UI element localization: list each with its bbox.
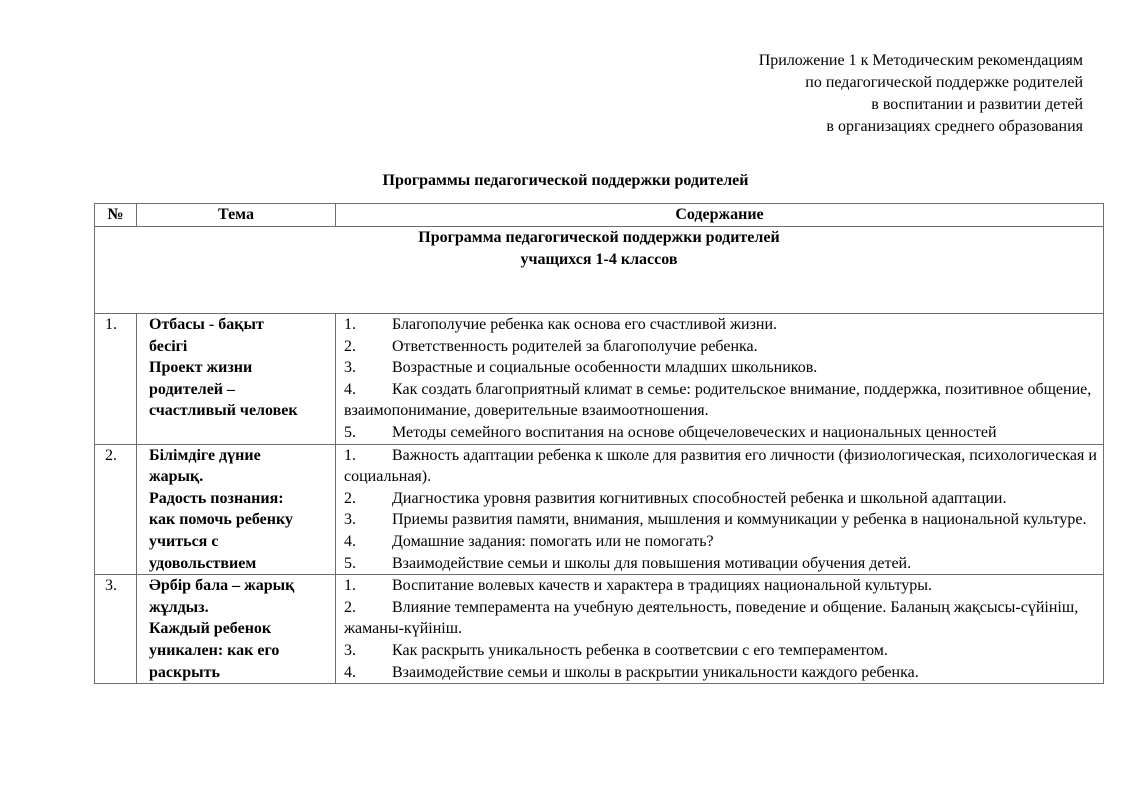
topic-line: Проект жизни [149, 359, 253, 377]
content-item [344, 379, 1097, 422]
content-item [344, 509, 1097, 531]
content-item [344, 422, 1097, 444]
row-content [336, 575, 1104, 684]
content-item-text: Как раскрыть уникальность ребенка в соответсвии с его темпераментом. [392, 641, 888, 659]
document-title: Программы педагогической поддержки родителей [382, 172, 749, 189]
content-item-number: 1. [344, 577, 356, 595]
content-item-number: 3. [344, 511, 356, 529]
content-item-number: 2. [344, 489, 356, 507]
table-row [95, 444, 1104, 575]
topic-line: раскрыть [149, 663, 220, 681]
table-header-row [95, 204, 1104, 227]
topic-line: уникален: как его [149, 641, 280, 659]
topic-line: жарық. [149, 468, 204, 486]
content-item-text: Диагностика уровня развития когнитивных способностей ребенка и школьной адаптации. [392, 489, 1007, 507]
content-item [344, 445, 1097, 488]
content-item-text: Приемы развития памяти, внимания, мышления и коммуникации у ребенка в национальной культуре. [392, 511, 1087, 529]
content-item-number: 5. [344, 423, 356, 441]
row-topic [137, 314, 336, 445]
topic-line: Отбасы - бақыт [149, 316, 264, 333]
row-number: 2. [95, 444, 137, 575]
content-item [344, 488, 1097, 510]
content-item-number: 3. [344, 641, 356, 659]
content-item-text: Влияние темперамента на учебную деятельность, поведение и общение. Баланың жақсысы-сүйініш, жаманы-күйініш. [344, 598, 1079, 638]
appendix-line: по педагогической поддержке родителей [805, 74, 1083, 91]
content-item-number: 2. [344, 337, 356, 355]
content-item [344, 336, 1097, 358]
appendix-line: Приложение 1 к Методическим рекомендациям [758, 52, 1083, 69]
row-content [336, 444, 1104, 575]
content-item [344, 640, 1097, 662]
topic-line: Каждый ребенок [149, 620, 272, 638]
section-heading-line: Программа педагогической поддержки родителей [418, 229, 780, 246]
row-number: 1. [95, 314, 137, 445]
content-item-text: Взаимодействие семьи и школы в раскрытии уникальности каждого ребенка. [392, 663, 919, 681]
topic-line: учиться с [149, 532, 219, 550]
content-item-text: Благополучие ребенка как основа его счастливой жизни. [392, 316, 778, 333]
content-item-number: 4. [344, 532, 356, 550]
topic-line: родителей – [149, 380, 236, 398]
content-item-number: 1. [344, 316, 356, 333]
content-item-number: 3. [344, 359, 356, 377]
content-item [344, 357, 1097, 379]
content-item-text: Важность адаптации ребенка к школе для развития его личности (физиологическая, психологическая и социальная). [344, 446, 1097, 486]
section-heading [95, 227, 1104, 314]
row-topic [137, 444, 336, 575]
section-heading-row [95, 227, 1104, 314]
table-row [95, 314, 1104, 445]
appendix-note [483, 50, 1083, 138]
section-heading-line: учащихся 1-4 классов [520, 250, 678, 268]
content-item [344, 575, 1097, 597]
topic-line: бесігі [149, 337, 188, 355]
row-content [336, 314, 1104, 445]
content-item-number: 1. [344, 446, 356, 464]
topic-line: удовольствием [149, 554, 257, 572]
appendix-line: в воспитании и развитии детей [871, 96, 1083, 113]
content-item-text: Ответственность родителей за благополучие ребенка. [392, 337, 758, 355]
content-item-text: Домашние задания: помогать или не помогать? [392, 532, 714, 550]
topic-line: Әрбір бала – жарық [149, 577, 295, 595]
content-item-number: 4. [344, 380, 356, 398]
programs-table [94, 203, 1104, 684]
content-item-text: Как создать благоприятный климат в семье: родительское внимание, поддержка, позитивное общение, взаимопонимание, доверительные взаимоотношения. [344, 380, 1092, 420]
content-item-text: Взаимодействие семьи и школы для повышения мотивации обучения детей. [392, 554, 912, 572]
column-header-content: Содержание [336, 204, 1104, 227]
content-item-number: 5. [344, 554, 356, 572]
content-item-text: Возрастные и социальные особенности младших школьников. [392, 359, 818, 377]
content-item [344, 531, 1097, 553]
content-item [344, 597, 1097, 640]
content-item-number: 2. [344, 598, 356, 616]
topic-line: счастливый человек [149, 402, 298, 420]
topic-line: Радость познания: [149, 489, 284, 507]
content-item-text: Методы семейного воспитания на основе общечеловеческих и национальных ценностей [392, 423, 997, 441]
topic-line: жұлдыз. [149, 598, 209, 616]
row-number: 3. [95, 575, 137, 684]
row-topic [137, 575, 336, 684]
topic-line: как помочь ребенку [149, 511, 293, 529]
table-row [95, 575, 1104, 684]
topic-line: Білімдіге дүние [149, 446, 261, 464]
content-item-text: Воспитание волевых качеств и характера в традициях национальной культуры. [392, 577, 933, 595]
content-item-number: 4. [344, 663, 356, 681]
content-item [344, 662, 1097, 684]
content-item [344, 553, 1097, 575]
column-header-number: № [95, 204, 137, 227]
column-header-topic: Тема [137, 204, 336, 227]
appendix-line: в организациях среднего образования [826, 118, 1083, 135]
content-item [344, 314, 1097, 336]
